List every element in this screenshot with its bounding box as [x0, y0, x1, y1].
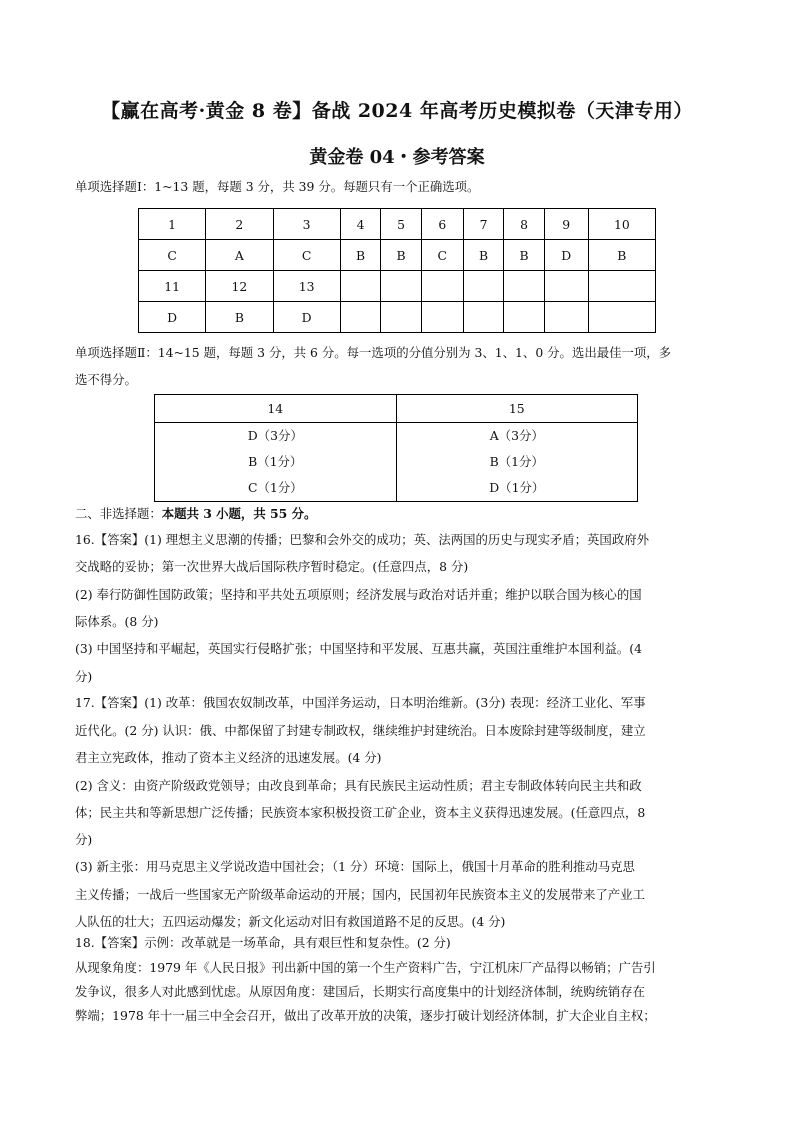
- answer-line: 主义传播；一战后一些国家无产阶级革命运动的开展；国内，民国初年民族资本主义的发展带来了产业工: [75, 887, 645, 902]
- table-cell: 8: [504, 209, 545, 240]
- table-cell: B: [463, 240, 504, 271]
- table-cell: [340, 302, 381, 333]
- section3-heading-bold: 本题共 3 小题，共 55 分。: [161, 506, 317, 521]
- table-row: [139, 271, 656, 302]
- answer-line: 体；民主共和等新思想广泛传播；民族资本家积极投资工矿企业，资本主义获得迅速发展。(任意四点，8: [75, 805, 646, 820]
- table-cell: B: [206, 302, 273, 333]
- answer-line: 人队伍的壮大；五四运动爆发；新文化运动对旧有救国道路不足的反思。(4 分): [75, 914, 506, 929]
- answer-line: 际体系。(8 分): [75, 614, 159, 629]
- table-cell: A: [206, 240, 273, 271]
- table-header-row: [155, 395, 638, 423]
- table-cell: 6: [421, 209, 463, 240]
- table-cell: 7: [463, 209, 504, 240]
- table-cell: [544, 271, 588, 302]
- table-cell: [155, 423, 397, 502]
- answer-table-1: [138, 208, 656, 333]
- answer-table-2: [154, 394, 638, 502]
- answer-line: 从现象角度：1979 年《人民日报》刊出新中国的第一个生产资料广告，宁江机床厂产品得以畅销；广告引: [75, 960, 656, 975]
- table-cell: D: [273, 302, 340, 333]
- section3-heading: [75, 506, 316, 522]
- table-header-cell: 15: [396, 395, 638, 423]
- page-subtitle: 黄金卷 04・参考答案: [309, 147, 485, 168]
- table-cell: C: [421, 240, 463, 271]
- table-cell: C: [273, 240, 340, 271]
- option-score: B（1分）: [489, 454, 544, 469]
- answer-line: 18.【答案】示例：改革就是一场革命，具有艰巨性和复杂性。(2 分): [75, 935, 451, 950]
- table-cell: [421, 271, 463, 302]
- table-cell: [396, 423, 638, 502]
- section2-intro-line1: 单项选择题Ⅱ：14~15 题，每题 3 分，共 6 分。每一选项的分值分别为 3、1、1、0 分。选出最佳一项，多: [75, 345, 672, 360]
- table-cell: C: [139, 240, 206, 271]
- answer-line: 16.【答案】(1) 理想主义思潮的传播；巴黎和会外交的成功；英、法两国的历史与现实矛盾；英国政府外: [75, 532, 649, 547]
- option-score: D（3分）: [247, 428, 303, 443]
- table-cell: 10: [588, 209, 655, 240]
- table-cell: [504, 302, 545, 333]
- answer-line: 分): [75, 669, 93, 684]
- table-cell: B: [340, 240, 381, 271]
- table-cell: [588, 302, 655, 333]
- answer-line: 弊端；1978 年十一届三中全会召开，做出了改革开放的决策，逐步打破计划经济体制，扩大企业自主权；: [75, 1008, 656, 1023]
- table-cell: 2: [206, 209, 273, 240]
- answer-line: 近代化。(2 分) 认识：俄、中都保留了封建专制政权，继续维护封建统治。日本废除封建等级制度，建立: [75, 723, 646, 738]
- section2-intro-line2: 选不得分。: [75, 372, 137, 387]
- table-cell: 4: [340, 209, 381, 240]
- table-cell: 13: [273, 271, 340, 302]
- option-score: D（1分）: [489, 480, 545, 495]
- table-cell: 12: [206, 271, 273, 302]
- section1-intro: 单项选择题Ⅰ：1~13 题，每题 3 分，共 39 分。每题只有一个正确选项。: [75, 179, 480, 194]
- table-cell: D: [544, 240, 588, 271]
- option-score: A（3分）: [489, 428, 544, 443]
- table-row: [139, 302, 656, 333]
- answer-line: 发争议，很多人对此感到忧虑。从原因角度：建国后，长期实行高度集中的计划经济体制，统购统销存在: [75, 984, 645, 999]
- answer-line: (2) 奉行防御性国防政策；坚持和平共处五项原则；经济发展与政治对话并重；维护以联合国为核心的国: [75, 587, 642, 602]
- table-cell: 1: [139, 209, 206, 240]
- table-row: [155, 423, 638, 502]
- table-cell: B: [504, 240, 545, 271]
- table-cell: [544, 302, 588, 333]
- table-cell: [421, 302, 463, 333]
- answer-line: 君主立宪政体，推动了资本主义经济的迅速发展。(4 分): [75, 750, 382, 765]
- table-cell: [504, 271, 545, 302]
- page-title: 【赢在高考·黄金 8 卷】备战 2024 年高考历史模拟卷（天津专用）: [101, 100, 693, 122]
- table-header-cell: 14: [155, 395, 397, 423]
- table-cell: [340, 271, 381, 302]
- table-cell: [463, 302, 504, 333]
- table-cell: [463, 271, 504, 302]
- table-cell: 11: [139, 271, 206, 302]
- answer-line: (2) 含义：由资产阶级政党领导；由改良到革命；具有民族民主运动性质；君主专制政体转向民主共和政: [75, 778, 642, 793]
- table-cell: 5: [381, 209, 422, 240]
- answer-line: (3) 新主张：用马克思主义学说改造中国社会；（1 分）环境：国际上，俄国十月革命的胜利推动马克思: [75, 859, 635, 874]
- section3-heading-prefix: 二、非选择题：: [75, 506, 162, 521]
- answer-line: 17.【答案】(1) 改革：俄国农奴制改革，中国洋务运动，日本明治维新。(3分) 表现：经济工业化、军事: [75, 695, 646, 710]
- table-cell: 3: [273, 209, 340, 240]
- answer-line: (3) 中国坚持和平崛起，英国实行侵略扩张；中国坚持和平发展、互惠共赢，英国注重维护本国利益。(4: [75, 641, 643, 656]
- table-cell: 9: [544, 209, 588, 240]
- answer-line: 交战略的妥协；第一次世界大战后国际秩序暂时稳定。(任意四点，8 分): [75, 559, 469, 574]
- table-cell: [381, 271, 422, 302]
- table-cell: [588, 271, 655, 302]
- table-row: [139, 240, 656, 271]
- option-score: B（1分）: [248, 454, 303, 469]
- table-cell: [381, 302, 422, 333]
- table-cell: B: [588, 240, 655, 271]
- table-cell: B: [381, 240, 422, 271]
- table-cell: D: [139, 302, 206, 333]
- answer-line: 分): [75, 832, 93, 847]
- option-score: C（1分）: [247, 480, 303, 495]
- table-row: [139, 209, 656, 240]
